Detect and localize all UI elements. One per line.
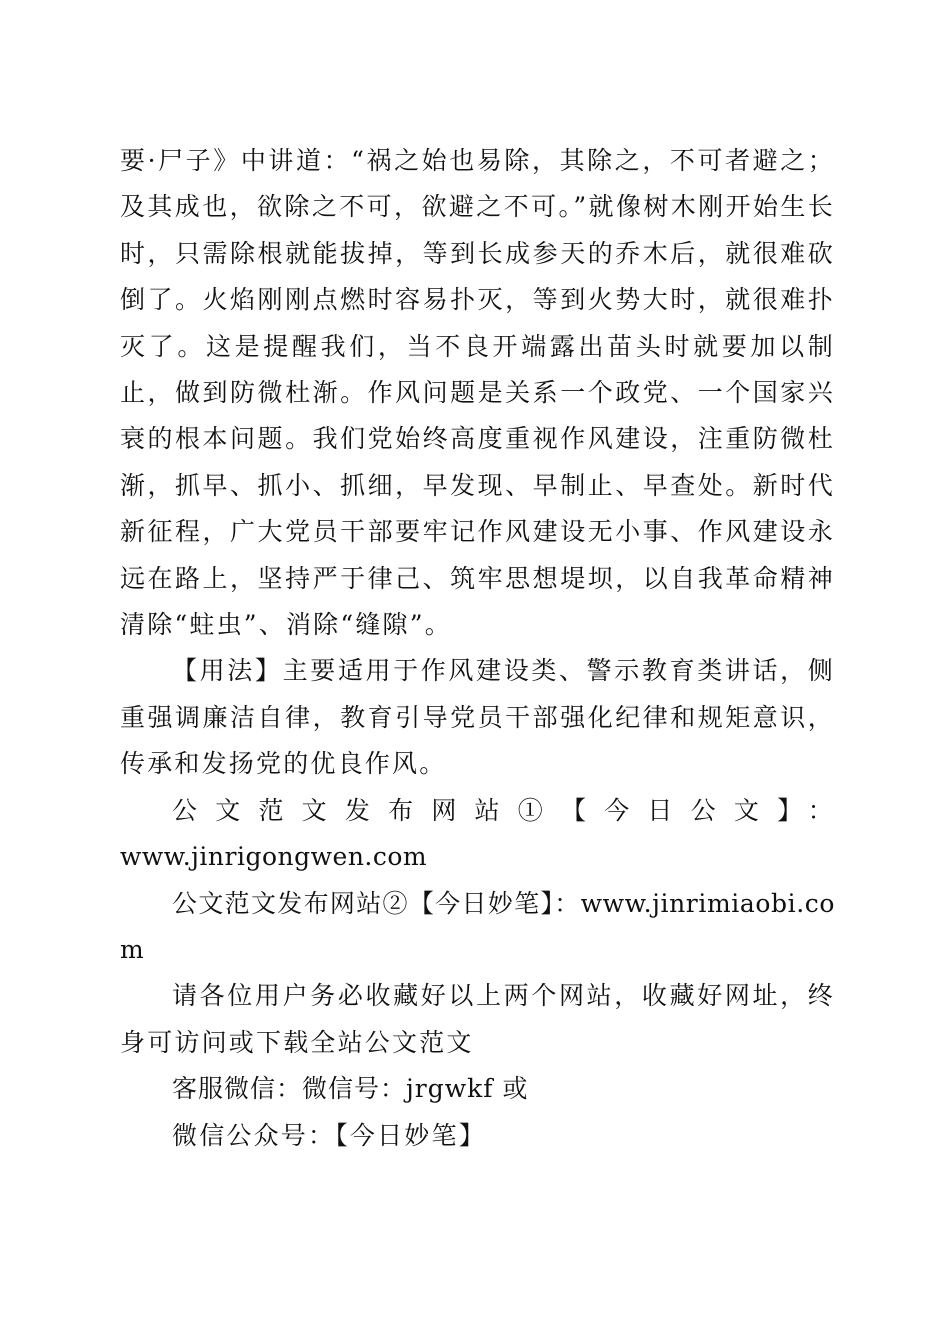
notice-paragraph: 请各位用户务必收藏好以上两个网站，收藏好网址，终身可访问或下载全站公文范文 [120, 981, 835, 1057]
site2-line: 公文范文发布网站②【今日妙笔】：www.jinrimiaobi.com [120, 888, 835, 964]
document-page [120, 138, 835, 1159]
official-account-line: 微信公众号：【今日妙笔】 [172, 1120, 486, 1150]
wechat-line: 客服微信：微信号：jrgwkf 或 [172, 1074, 529, 1104]
site1-url: www.jinrigongwen.com [120, 842, 428, 872]
body-paragraph: 要·尸子》中讲道：“祸之始也易除，其除之，不可者避之；及其成也，欲除之不可，欲避之不可。”就像树木刚开始生长时，只需除根就能拔掉，等到长成参天的乔木后，就很难砍倒了。火焰刚刚点燃时容易扑灭，等到火势大时，就很难扑灭了。这是提醒我们，当不良开端露出苗头时就要加以制止，做到防微杜渐。作风问题是关系一个政党、一个国家兴衰的根本问题。我们党始终高度重视作风建设，注重防微杜渐，抓早、抓小、抓细，早发现、早制止、早查处。新时代新征程，广大党员干部要牢记作风建设无小事、作风建设永远在路上，坚持严于律己、筑牢思想堤坝，以自我革命精神清除“蛀虫”、消除“缝隙”。 [120, 146, 835, 640]
usage-paragraph: 【用法】主要适用于作风建设类、警示教育类讲话，侧重强调廉洁自律，教育引导党员干部强化纪律和规矩意识，传承和发扬党的优良作风。 [120, 656, 835, 779]
site1-label: 公文范文发布网站①【今日公文】： [172, 795, 835, 825]
